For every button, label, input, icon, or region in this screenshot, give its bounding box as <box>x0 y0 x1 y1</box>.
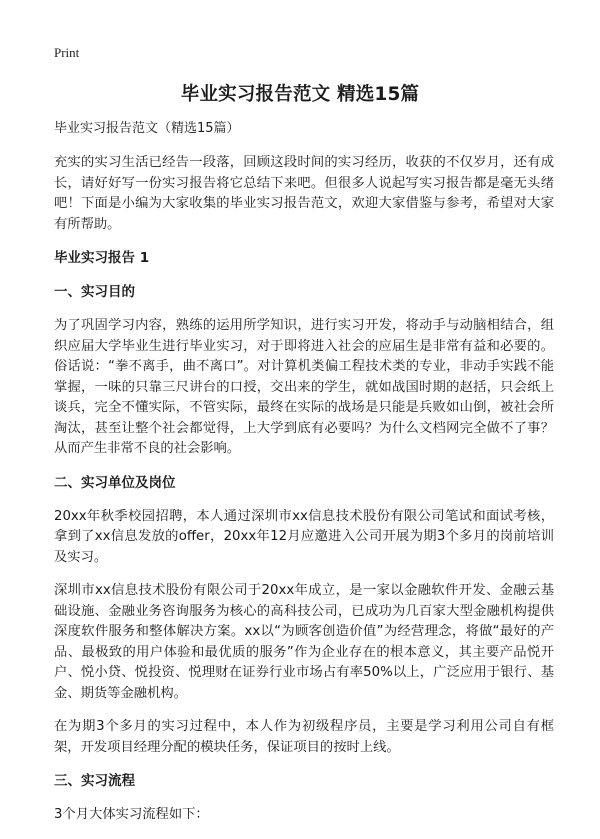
page-title: 毕业实习报告范文 精选15篇 <box>180 84 420 105</box>
intro-paragraph: 充实的实习生活已经告一段落，回顾这段时间的实习经历，收获的不仅岁月，还有成长，请好好写一份实习报告将它总结下来吧。但很多人说起写实习报告都是毫无头绪吧！下面是小编为大家收集的毕业实习报告范文，欢迎大家借鉴与参考，希望对大家有所帮助。 <box>54 155 554 232</box>
section-paragraph: 20xx年秋季校园招聘，本人通过深圳市xx信息技术股份有限公司笔试和面试考核，拿到了xx信息发放的offer，20xx年12月应邀进入公司开展为期3个多月的岗前培训及实习。 <box>54 508 554 565</box>
document-subtitle: 毕业实习报告范文（精选15篇） <box>54 121 240 136</box>
report-heading: 毕业实习报告 1 <box>54 250 150 266</box>
section-paragraph: 深圳市xx信息技术股份有限公司于20xx年成立，是一家以金融软件开发、金融云基础设施、金融业务咨询服务为核心的高科技公司，已成功为几百家大型金融机构提供深度软件服务和整体解决方案。xx以“为顾客创造价值”为经营理念，将做“最好的产品、最极致的用户体验和最优质的服务”作为企业存在的根本意义，其主要产品悦开户、悦小贷、悦投资、悦理财在证券行业市场占有率50%以上，广泛应用于银行、基金、期货等金融机构。 <box>54 583 554 701</box>
section-paragraph: 为了巩固学习内容，熟练的运用所学知识，进行实习开发，将动手与动脑相结合，组织应届大学毕业生进行毕业实习，对于即将进入社会的应届生是非常有益和必要的。俗话说：“拳不离手，曲不离口”。对计算机类偏工程技术类的专业，非动手实践不能掌握，一味的只靠三尺讲台的口授，交出来的学生，就如战国时期的赵括，只会纸上谈兵，完全不懂实际，不管实际，最终在实际的战场是只能是兵败如山倒，被社会所淘汰，甚至让整个社会都觉得，上大学到底有必要吗？为什么文档网完全做不了事？从而产生非常不良的社会影响。 <box>54 318 554 456</box>
print-link[interactable]: Print <box>54 45 80 60</box>
section-heading-unit: 二、实习单位及岗位 <box>54 474 176 491</box>
section-paragraph: 在为期3个多月的实习过程中，本人作为初级程序员，主要是学习利用公司自有框架，开发项目经理分配的模块任务，保证项目的按时上线。 <box>54 719 554 755</box>
document-body <box>54 120 554 839</box>
section-heading-process: 三、实习流程 <box>54 773 135 789</box>
section-paragraph: 3个月大体实习流程如下： <box>54 807 209 822</box>
section-heading-purpose: 一、实习目的 <box>54 284 135 300</box>
